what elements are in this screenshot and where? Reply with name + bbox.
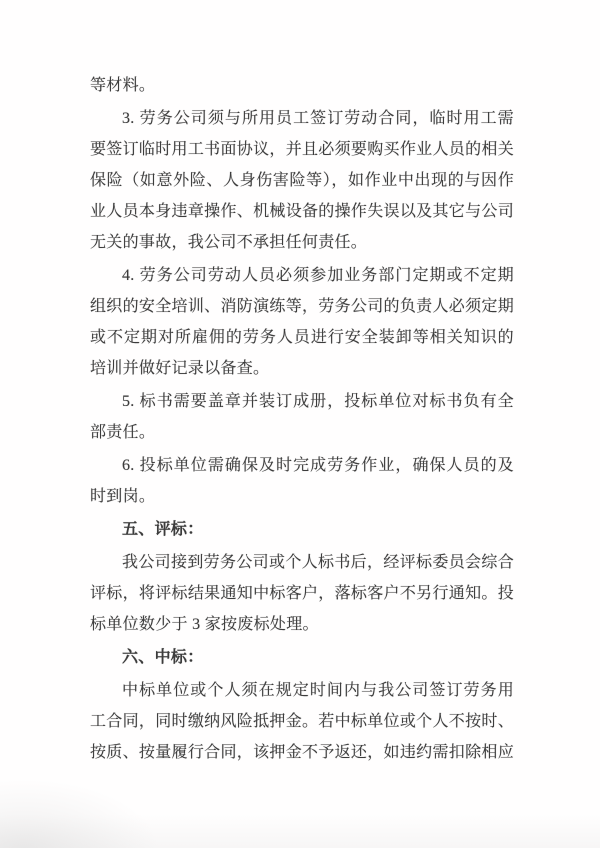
text-line: 部责任。	[90, 424, 156, 441]
text-line: 4. 劳务公司劳动人员必须参加业务部门定期或不定期	[122, 267, 514, 284]
text-line: 6. 投标单位需确保及时完成劳务作业，确保人员的及	[122, 457, 514, 474]
text-line: 3. 劳务公司须与所用员工签订劳动合同，临时用工需	[122, 110, 514, 127]
text-line: 业人员本身违章操作、机械设备的操作失误以及其它与公司	[90, 203, 514, 220]
text-line: 要签订临时用工书面协议，并且必须要购买作业人员的相关	[90, 141, 514, 158]
section-heading: 五、评标：	[122, 521, 204, 538]
text-line: 时到岗。	[90, 488, 156, 505]
scan-noise-bottom	[0, 814, 600, 848]
text-line: 标单位数少于 3 家按废标处理。	[90, 616, 319, 633]
text-line: 培训并做好记录以备查。	[90, 360, 270, 377]
text-line: 无关的事故，我公司不承担任何责任。	[90, 234, 368, 251]
text-line: 工合同，同时缴纳风险抵押金。若中标单位或个人不按时、	[90, 713, 514, 730]
scan-smudge	[0, 778, 160, 848]
text-line: 等材料。	[90, 77, 156, 94]
text-line: 保险（如意外险、人身伤害险等），如作业中出现的与因作	[90, 172, 514, 189]
text-line: 评标，将评标结果通知中标客户，落标客户不另行通知。投	[90, 585, 514, 602]
section-heading: 六、中标：	[122, 649, 204, 666]
text-line: 5. 标书需要盖章并装订成册，投标单位对标书负有全	[122, 393, 514, 410]
text-line: 按质、按量履行合同，该押金不予返还，如违约需扣除相应	[90, 744, 514, 761]
text-line: 或不定期对所雇佣的劳务人员进行安全装卸等相关知识的	[90, 329, 514, 346]
document-text-block	[90, 70, 514, 768]
text-line: 组织的安全培训、消防演练等，劳务公司的负责人必须定期	[90, 298, 514, 315]
text-line: 中标单位或个人须在规定时间内与我公司签订劳务用	[122, 682, 514, 699]
text-line: 我公司接到劳务公司或个人标书后，经评标委员会综合	[122, 554, 514, 571]
